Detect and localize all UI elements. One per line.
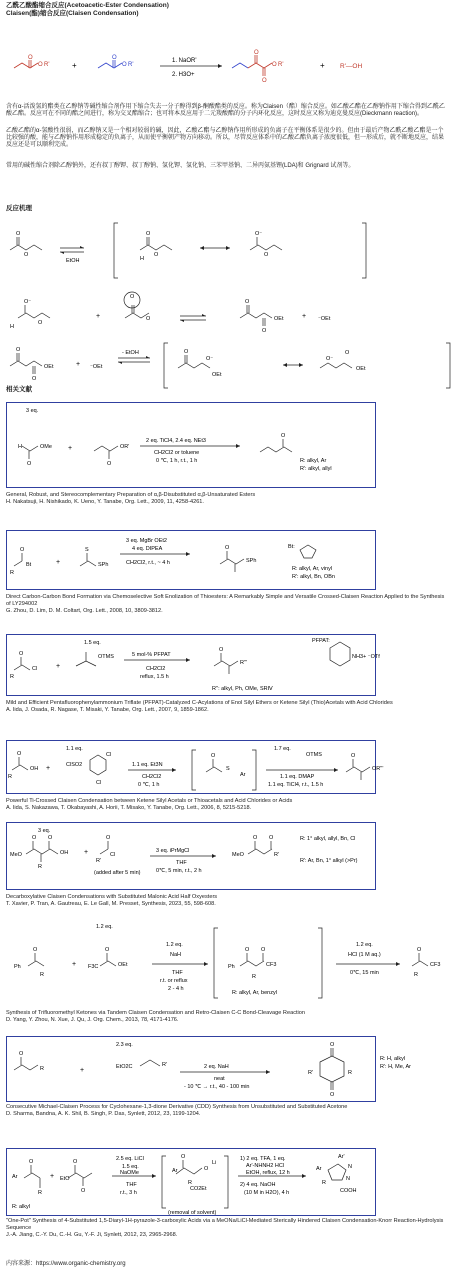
ref1-r1: R: alkyl, Ar [300,458,327,464]
ref-citation-5 [6,894,446,908]
ref8-cond1: 2.5 eq. LiCl [116,1156,144,1162]
ref4-cond1: 1.1 eq. Et3N [132,762,163,768]
svg-text:O: O [19,651,24,657]
ref2-cond3: CH2Cl2, r.t., ~ 4 h [126,560,170,566]
svg-text:O: O [146,316,151,322]
reaction-scheme-4 [0,740,454,798]
mech-oet-anion-2: ⁻OEt [90,364,103,370]
main-reagent-bottom: 2. H3O+ [172,72,195,78]
ref8-cond9: 2) 4 eq. NaOH [240,1182,276,1188]
ref2-r2: R': alkyl, Bn, OBn [292,574,335,580]
ref8-cond2: 1.5 eq. [122,1164,139,1170]
ref4-cond2: CH2Cl2 [142,774,162,780]
ref2-authors: G. Zhou, D. Lim, D. M. Coltart, Org. Lett., 2008, 10, 3809-3812. [6,607,163,614]
page-title [6,2,169,17]
ref5-cond2: THF [176,860,187,866]
mech-solvent: EtOH [66,258,80,264]
reaction-scheme-1 [0,402,454,492]
svg-text:R': R' [128,62,134,68]
ref4-cond4: 1.1 eq. DMAP [280,774,315,780]
svg-text:R: R [322,1180,326,1186]
ref4-authors: A. Iida, S. Nakazawa, T. Okabayashi, A. Horii, T. Misako, Y. Tanabe, Org. Lett., 2006, 8, 5215-5218. [6,804,252,811]
reaction-scheme-7 [0,1036,454,1106]
svg-text:O: O [32,835,37,841]
ref6-cond1: 1.2 eq. [166,942,183,948]
svg-text:O: O [225,545,230,551]
ref1-authors: H. Nakatsuji, H. Nishikado, K. Ueno, Y. Tanabe, Org. Lett., 2009, 11, 4258-4261. [6,498,204,505]
ref4-eq1: 1.1 eq. [66,746,83,752]
ref-citation-7 [6,1104,446,1118]
ref-citation-4 [6,798,446,812]
ref3-title: Mild and Efficient Pentafluorophenylammonium Triflate (PFPAT)-Catalyzed C-Acylations of Enol Silyl Ethers or Ketene Silyl (Thio)Acetals with Acid Chlorides [6,700,393,706]
svg-text:O: O [19,1051,24,1057]
ref3-cond1: 5 mol-% PFPAT [132,652,171,658]
ref5-r2: R': Ar, Bn, 1° alkyl (>Pr) [300,858,358,864]
ref1-r2: R': alkyl, allyl [300,466,332,472]
svg-text:O: O [48,835,53,841]
mech-oet-anion-1: ⁻OEt [318,316,331,322]
svg-text:O: O [38,62,43,68]
svg-text:R': R' [44,62,50,68]
svg-text:O: O [211,753,216,759]
svg-text:Cl: Cl [96,780,102,786]
svg-text:R: R [348,1070,352,1076]
svg-text:H: H [18,444,22,450]
ref7-reagent: EtO2C [116,1064,133,1070]
svg-text:+: + [56,663,61,670]
reaction-scheme-2 [0,530,454,594]
ref4-title: Powerful Ti-Crossed Claisen Condensation between Ketene Silyl Acetals or Thioacetals and Acid Chlorides or Acids [6,798,293,804]
ref-citation-6 [6,1010,446,1024]
svg-text:O: O [32,376,37,382]
svg-text:O: O [253,835,258,841]
svg-text:O: O [245,299,250,305]
ref4-cond3: 0 ℃, 1 h [138,782,160,788]
source-footer: 内容来源：https://www.organic-chemistry.org [6,1261,126,1267]
ref-citation-2 [6,594,446,614]
svg-text:R''': R''' [240,660,248,666]
ref7-r1: R: H, alkyl [380,1056,406,1062]
svg-text:O: O [181,1154,186,1160]
ref6-cond5: 2 - 4 h [168,986,184,992]
svg-text:EtO: EtO [60,1176,70,1182]
ref5-cond3: 0℃, 5 min, r.t., 2 h [156,868,202,874]
ref8-cooh: COOH [340,1188,357,1194]
svg-text:O: O [154,252,159,258]
ref-citation-3 [6,700,446,714]
ref1-sm2-label: OR' [120,444,130,450]
ref4-tms-label: OTMS [306,752,322,758]
ref6-cond7: HCl (1 M aq.) [348,952,381,958]
svg-text:O⁻: O⁻ [206,356,214,362]
ref6-authors: D. Yang, Y. Zhou, N. Xue, J. Qu, J. Org. Chem., 2013, 78, 4171-4176. [6,1016,179,1023]
ref8-r1: R: alkyl [12,1204,31,1210]
ref7-authors: D. Sharma, Bandna, A. K. Shil, B. Singh, P. Das, Synlett, 2012, 23, 1199-1204. [6,1110,201,1117]
svg-text:O: O [262,78,267,84]
svg-text:O: O [219,647,224,653]
ref8-removal: (removal of solvent) [168,1210,217,1216]
svg-text:R: R [252,974,256,980]
svg-text:O: O [269,835,274,841]
svg-text:O: O [107,461,112,467]
svg-text:R': R' [274,852,280,858]
plus-2: + [320,61,325,70]
ref8-title: "One-Pot" Synthesis of 4-Substituted 1,5-Diaryl-1H-pyrazole-3-carboxylic Acids via a MeONa/LiCl-Mediated Sterically Hindered Claisen Condensation-Knorr Reaction-Hydrolysis Sequence [6,1218,444,1231]
ref4-reagent: ClSO2 [66,762,83,768]
svg-text:R: R [40,972,44,978]
svg-text:O: O [17,751,22,757]
mech-h-label: H [10,324,14,330]
svg-text:O: O [130,294,135,300]
ref8-cond7: Ar'-NHNH2 HCl [246,1163,285,1169]
ref2-cond2: 4 eq. DIPEA [132,546,163,552]
ref5-cond1: 3 eq. iPrMgCl [156,848,190,854]
svg-text:+: + [72,961,77,968]
ref6-cond4: r.t. or reflux [160,978,188,984]
mech-oet-3: OEt [212,372,222,378]
svg-text:R': R' [278,62,284,68]
svg-text:O⁻: O⁻ [24,299,32,305]
ref6-ph-label: Ph [14,964,21,970]
svg-text:Ar': Ar' [338,1154,345,1160]
mech-minus-etoh: - EtOH [122,350,139,356]
svg-text:+: + [80,1067,85,1074]
ref2-sm2-label: SPh [98,562,109,568]
ref3-eq1: 1.5 eq. [84,640,101,646]
mech-plus-1: + [96,313,101,320]
svg-text:O: O [345,350,350,356]
mechanism-scheme [0,218,454,388]
svg-text:R: R [188,1180,192,1186]
svg-text:O: O [16,231,21,237]
ref6-cond3: THF [172,970,183,976]
svg-text:O: O [417,947,422,953]
svg-text:O: O [351,753,356,759]
svg-text:CO2Et: CO2Et [190,1186,207,1192]
ref3-cond2: CH2Cl2 [146,666,166,672]
svg-text:O: O [146,231,151,237]
ref5-added: (added after 5 min) [94,870,141,876]
svg-text:O: O [184,349,189,355]
svg-text:OEt: OEt [118,962,128,968]
svg-text:O: O [281,433,286,439]
ref8-cond10: (10 M in H2O), 4 h [244,1190,290,1196]
svg-text:S: S [85,547,89,553]
ref7-eq1: 2.3 eq. [116,1042,133,1048]
svg-text:R: R [8,774,12,780]
ref7-cond3: - 10 ℃ → r.t., 40 - 100 min [184,1084,250,1090]
svg-text:O: O [330,1092,335,1098]
mech-plus-3: + [76,361,81,368]
svg-text:N: N [346,1176,350,1182]
reaction-scheme-5 [0,822,454,894]
title-line-1: 乙酰乙酸酯缩合反应(Acetoacetic-Ester Condensation) [6,2,169,9]
svg-text:R': R' [162,1062,168,1068]
mech-o-minus: O⁻ [255,231,263,237]
ref4-eq2: 1.7 eq. [274,746,291,752]
literature-heading: 相关文献 [6,386,32,393]
mech-plus-2: + [302,313,307,320]
ref8-cond6: 1) 2 eq. TFA, 1 eq. [240,1156,286,1162]
ref4-sm-label: OH [30,766,39,772]
svg-text:Li: Li [212,1160,217,1166]
svg-text:R: R [10,674,14,680]
mech-oet-1: OEt [274,316,284,322]
svg-text:S: S [226,766,230,772]
ref6-cond8: 0℃, 15 min [350,970,379,976]
ref6-r1: R: alkyl, Ar, benzyl [232,990,277,996]
svg-text:Ph: Ph [228,964,235,970]
ref3-tms-label: OTMS [98,654,114,660]
svg-text:O: O [272,62,277,68]
svg-text:O: O [261,947,266,953]
ref-citation-1 [6,492,446,506]
svg-text:O: O [254,50,259,56]
ref8-cond4: THF [126,1182,137,1188]
ref6-cf3-label: F3C [88,964,99,970]
svg-text:O: O [73,1159,78,1165]
svg-text:CF3: CF3 [430,962,441,968]
svg-text:O: O [29,1159,34,1165]
main-reaction-scheme [0,20,454,100]
ref4-cond5: 1.1 eq. TiCl4, r.t., 1.5 h [268,782,324,788]
svg-text:SPh: SPh [246,558,257,564]
svg-text:R: R [414,972,418,978]
svg-text:O: O [262,328,267,334]
ref6-eq1: 1.2 eq. [96,924,113,930]
svg-text:O: O [16,347,21,353]
svg-text:O⁻: O⁻ [326,356,334,362]
svg-text:OH: OH [60,850,69,856]
svg-text:O: O [122,62,127,68]
svg-text:N: N [348,1164,352,1170]
ref1-sm-label: OMe [40,444,52,450]
svg-text:Ar: Ar [240,772,246,778]
title-line-2: Claisen(酯)缩合反应(Claisen Condensation) [6,9,139,17]
ref3-authors: A. Iida, J. Osada, R. Nagase, T. Misaki, Y. Tanabe, Org. Lett., 2007, 9, 1859-1862. [6,706,209,713]
ref7-title: Consecutive Michael-Claisen Process for Cyclohexane-1,3-dione Derivative (CDD) Synthesis from Unsubstituted and Substituted Acetone [6,1104,348,1110]
ref6-cond2: NaH [170,952,182,958]
ref5-r1: R: 1° alkyl, allyl, Bn, Cl [300,836,356,842]
svg-text:R: R [10,570,14,576]
mechanism-heading: 反应机理 [6,205,32,212]
svg-text:R': R' [308,1070,314,1076]
ref3-r1: R'': alkyl, Ph, OMe, SRⅣ [212,686,273,692]
ref2-bt-label: Bt: [288,544,295,550]
ref2-sm-label: Bt [26,562,32,568]
ref1-title: General, Robust, and Stereocomplementary Preparation of α,β-Disubstituted α,β-Unsaturated Esters [6,492,256,498]
svg-text:OR''': OR''' [372,766,384,772]
ref3-pfpat: PFPAT: [312,638,330,644]
ref1-eq1: 3 eq. [26,408,39,414]
svg-text:CF3: CF3 [266,962,277,968]
ref5-authors: T. Xavier, P. Tran, A. Gautreau, E. Le Gall, M. Presset, Synthesis, 2023, 55, 598-608. [6,900,216,907]
svg-text:O: O [105,947,110,953]
svg-text:R: R [38,864,42,870]
svg-text:O: O [20,547,25,553]
svg-text:+: + [46,765,51,772]
ref8-cond3: NaOMe [120,1170,139,1176]
reaction-scheme-3 [0,634,454,700]
svg-text:R: R [40,1066,44,1072]
svg-text:+: + [50,1173,55,1180]
svg-text:O: O [330,1042,335,1048]
ref5-title: Decarboxylative Claisen Condensations with Substituted Malonic Acid Half Oxyesters [6,894,218,900]
svg-text:+: + [84,849,89,856]
ref8-cond5: r.t., 3 h [120,1190,137,1196]
svg-text:Ar: Ar [316,1166,322,1172]
ref5-eq1: 3 eq. [38,828,51,834]
intro-paragraph-1: 含有α-活泼氢的酯类在乙醇钠等碱性缩合剂作用下缩合失去一分子醇得到β-酮酸酯类的反应。称为Claisen（酯）缩合反应。如乙酸乙酯在乙醇钠作用下缩合得到乙酰乙酸乙酯。反应可在不同的酯之间进行，称为交叉酯缩合；也可将本反应用于二元羧酸酯的分子内环化反应，这时反应又称为迪克曼反应(Dieckmann reaction)。 [6,104,445,118]
ref1-cond2: CH2Cl2 or toluene [154,450,200,456]
svg-text:R': R' [96,858,102,864]
svg-text:O: O [81,1188,86,1194]
ref2-r1: R: alkyl, Ar, vinyl [292,566,333,572]
mech-oet-4: OEt [356,366,366,372]
ref6-title: Synthesis of Trifluoromethyl Ketones via Tandem Claisen Condensation and Retro-Claisen C-C Bond-Cleavage Reaction [6,1010,306,1016]
intro-paragraph-2: 乙酸乙酯的α-氢酸性很弱，而乙醇钠又是一个相对较弱的碱，因此，乙酸乙酯与乙醇钠作用所形成的负离子在平衡体系是很少的。但由于最后产物乙酰乙酸乙酯是一个比较强的酸，能与乙醇钠作用形成稳定的负离子，从而使平衡朝产物方向移动。所以，尽管反应体系中的乙酸乙酯负离子浓度很低，但一形成后，就不断地反应，结果反应还是可以顺利完成。 [6,128,445,149]
svg-text:R: R [38,1190,42,1196]
ref2-cond1: 3 eq. MgBr OEt2 [126,538,167,544]
ref7-cond1: 2 eq. NaH [204,1064,229,1070]
svg-text:O: O [27,461,32,467]
svg-text:H: H [140,256,144,262]
svg-text:Cl: Cl [110,852,116,858]
ref2-title: Direct Carbon-Carbon Bond Formation via Chemoselective Soft Enolization of Thioesters: A Remarkably Simple and Versatile Crossed-Claisen Reaction Applied to the Synthesis of LY294002 [6,594,445,607]
svg-text:+: + [56,559,61,566]
svg-text:MeO: MeO [232,852,244,858]
ref7-r2: R': H, Me, Ar [380,1064,411,1070]
svg-text:Ar: Ar [172,1168,178,1174]
svg-text:O: O [38,320,43,326]
intro-paragraph-3: 常用的碱性缩合剂除乙醇钠外，还有叔丁醇钾、叔丁醇钠、氢化钾、氢化钠、三苯甲基钠、二异丙氨基锂(LDA)和 Grignard 试剂等。 [6,163,355,169]
reaction-scheme-6 [0,918,454,1008]
plus-1: + [72,61,77,70]
ref7-cond2: neat [214,1076,225,1082]
svg-text:NH3+ ⁻OTf: NH3+ ⁻OTf [352,654,380,660]
ref5-meo: MeO [10,852,22,858]
svg-text:O: O [204,1166,209,1172]
svg-text:O: O [33,947,38,953]
svg-text:O: O [28,55,33,61]
svg-text:O: O [24,252,29,258]
mech-oet-2: OEt [44,364,54,370]
ref8-authors: J.-A. Jiang, C.-Y. Du, C.-H. Gu, Y.-F. Ji, Synlett, 2012, 23, 2965-2968. [6,1231,178,1238]
ref8-cond8: EtOH, reflux, 12 h [246,1170,290,1176]
svg-text:Cl: Cl [106,752,112,758]
ref1-cond1: 2 eq. TiCl4, 2.4 eq. NEt3 [146,438,206,444]
ref1-cond3: 0 ℃, 1 h, r.t., 1 h [156,458,198,464]
main-reagent-top: 1. NaOR' [172,58,197,64]
ref3-sm-label: Cl [32,666,38,672]
ref-citation-8 [6,1218,446,1238]
ref8-ar-label: Ar [12,1174,18,1180]
byproduct: R'—OH [340,63,363,70]
ref3-cond3: reflux, 1.5 h [140,674,169,680]
svg-text:O: O [112,55,117,61]
svg-text:O: O [264,252,269,258]
svg-text:+: + [68,445,73,452]
ref6-cond6: 1.2 eq. [356,942,373,948]
svg-text:O: O [245,947,250,953]
svg-text:O: O [106,835,111,841]
reaction-scheme-8 [0,1148,454,1220]
